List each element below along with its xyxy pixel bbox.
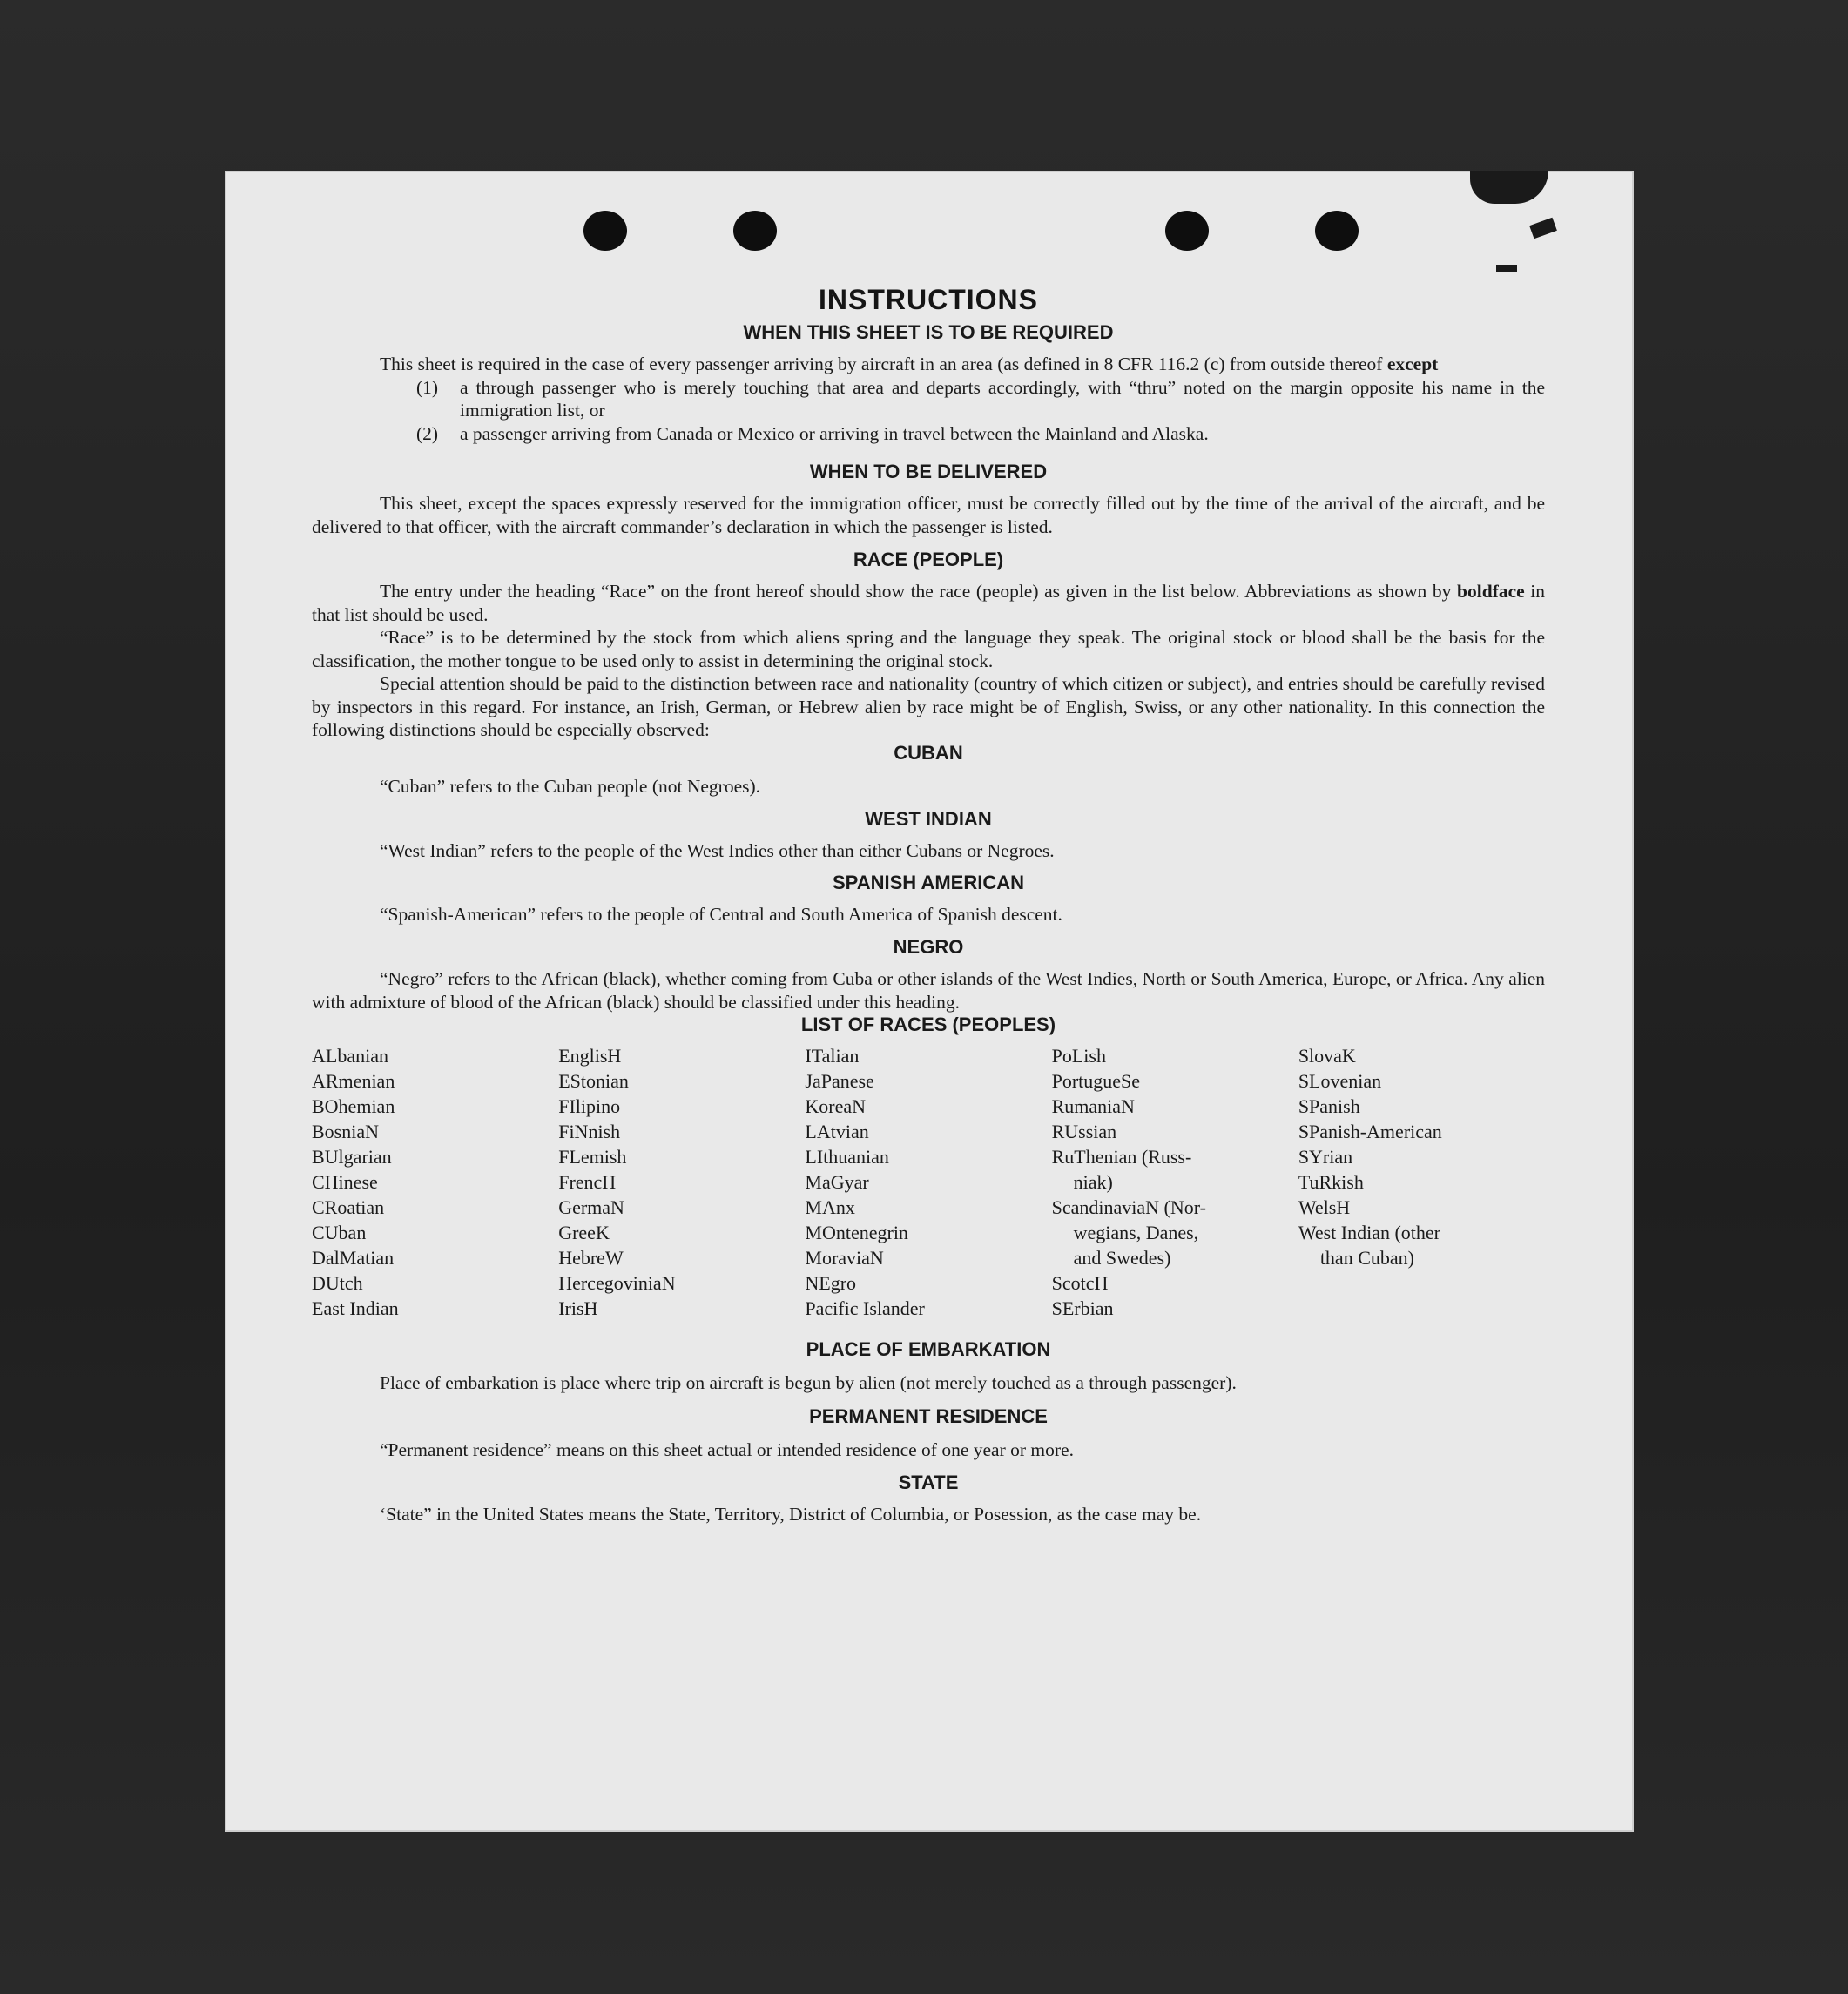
torn-corner xyxy=(1470,171,1548,204)
heading-race: RACE (PEOPLE) xyxy=(853,549,1004,570)
races-column xyxy=(1052,1043,1298,1321)
race-item: DalMatian xyxy=(312,1247,395,1269)
race-item: BOhemian xyxy=(312,1095,395,1117)
list-item: (2) a passenger arriving from Canada or Mexico or arriving in travel between the Mainland and Alaska. xyxy=(416,422,1209,444)
delivered-text: This sheet, except the spaces expressly reserved for the immigration officer, must be correctly filled out by the time of the arrival of the aircraft, and be delivered to that officer, with the aircraft commander’s declaration in which the passenger is listed. xyxy=(312,493,1545,537)
race-item: than Cuban) xyxy=(1319,1247,1414,1269)
torn-corner xyxy=(1496,265,1517,272)
page-title: INSTRUCTIONS xyxy=(819,284,1038,315)
races-table xyxy=(312,1043,1545,1321)
race-item: BosniaN xyxy=(312,1121,379,1142)
heading-state: STATE xyxy=(898,1472,959,1493)
race-item: FrencH xyxy=(558,1171,617,1193)
race-item: IrisH xyxy=(558,1297,598,1319)
race-item: RumaniaN xyxy=(1051,1095,1135,1117)
punch-hole xyxy=(1315,211,1359,251)
race-item: wegians, Danes, xyxy=(1073,1222,1199,1243)
race-item: RUssian xyxy=(1051,1121,1117,1142)
negro-text: “Negro” refers to the African (black), whether coming from Cuba or other islands of the West Indies, North or South America, Europe, or Africa. Any alien with admixture of blood of the African (black) should be classified under this heading. xyxy=(312,968,1545,1013)
races-column xyxy=(558,1043,805,1321)
race-item: SPanish-American xyxy=(1298,1121,1442,1142)
heading-negro: NEGRO xyxy=(893,936,964,958)
cuban-text: “Cuban” refers to the Cuban people (not Negroes). xyxy=(380,775,761,797)
race-item: TuRkish xyxy=(1298,1171,1364,1193)
race-item: KoreaN xyxy=(805,1095,867,1117)
race-item: FLemish xyxy=(558,1146,627,1168)
race-item: niak) xyxy=(1073,1171,1113,1193)
spanish-american-text: “Spanish-American” refers to the people of Central and South America of Spanish descent. xyxy=(380,903,1062,925)
race-item: GermaN xyxy=(558,1196,624,1218)
race-paragraph: “Race” is to be determined by the stock from which aliens spring and the language they speak. The original stock or blood shall be the basis for the classification, the mother tongue to be used only to assist in determining the original stock. xyxy=(312,627,1545,671)
race-item: WelsH xyxy=(1298,1196,1351,1218)
race-item: ARmenian xyxy=(312,1070,395,1092)
race-item: CUban xyxy=(312,1222,367,1243)
race-item: PortugueSe xyxy=(1051,1070,1141,1092)
heading-embarkation: PLACE OF EMBARKATION xyxy=(806,1338,1051,1360)
race-item: BUlgarian xyxy=(312,1146,392,1168)
race-item: SYrian xyxy=(1298,1146,1353,1168)
race-item: SPanish xyxy=(1298,1095,1360,1117)
race-item: MoraviaN xyxy=(805,1247,884,1269)
race-paragraph: Special attention should be paid to the distinction between race and nationality (country of which citizen or subject), and entries should be carefully revised by inspectors in this regard. For instance, an Irish, German, or Hebrew alien by race might be of English, Swiss, or any other nationality. In this connection the following distinctions should be especially observed: xyxy=(312,673,1545,740)
race-item: EStonian xyxy=(558,1070,629,1092)
race-item: SErbian xyxy=(1051,1297,1114,1319)
heading-west-indian: WEST INDIAN xyxy=(865,808,992,830)
race-item: LAtvian xyxy=(805,1121,869,1142)
race-item: West Indian (other xyxy=(1298,1222,1440,1243)
torn-corner xyxy=(1529,218,1557,239)
race-item: JaPanese xyxy=(805,1070,874,1092)
race-item: FiNnish xyxy=(558,1121,621,1142)
race-item: EnglisH xyxy=(558,1045,622,1067)
race-item: MaGyar xyxy=(805,1171,869,1193)
race-item: ScandinaviaN (Nor- xyxy=(1051,1196,1206,1218)
race-item: GreeK xyxy=(558,1222,610,1243)
race-paragraph: The entry under the heading “Race” on the front hereof should show the race (people) as given in the list below. Abbreviations as shown by boldface in that list should be used. xyxy=(312,581,1546,625)
heading-races-list: LIST OF RACES (PEOPLES) xyxy=(800,1014,1056,1035)
race-item: DUtch xyxy=(312,1272,363,1294)
state-text: ‘State” in the United States means the State, Territory, District of Columbia, or Posession, as the case may be. xyxy=(380,1504,1202,1525)
heading-cuban: CUBAN xyxy=(894,741,963,764)
races-column xyxy=(805,1043,1051,1321)
race-item: ALbanian xyxy=(312,1045,388,1067)
punch-hole xyxy=(583,211,627,251)
west-indian-text: “West Indian” refers to the people of the West Indies other than either Cubans or Negroes. xyxy=(380,840,1055,861)
race-item: HebreW xyxy=(558,1247,624,1269)
race-item: RuThenian (Russ- xyxy=(1051,1146,1192,1168)
heading-spanish-american: SPANISH AMERICAN xyxy=(832,871,1024,893)
race-item: MOntenegrin xyxy=(805,1222,908,1243)
race-item: East Indian xyxy=(312,1297,399,1319)
races-column xyxy=(312,1043,558,1321)
race-item: MAnx xyxy=(805,1196,855,1218)
heading-required: WHEN THIS SHEET IS TO BE REQUIRED xyxy=(743,321,1114,343)
race-item: ScotcH xyxy=(1051,1272,1109,1294)
heading-delivered: WHEN TO BE DELIVERED xyxy=(809,461,1048,482)
race-item: SlovaK xyxy=(1298,1045,1356,1067)
race-item: FIlipino xyxy=(558,1095,621,1117)
race-item: SLovenian xyxy=(1298,1070,1382,1092)
race-item: HercegoviniaN xyxy=(558,1272,676,1294)
race-item: CHinese xyxy=(312,1171,378,1193)
race-item: NEgro xyxy=(805,1272,857,1294)
instructions-content xyxy=(312,284,1545,1526)
punch-hole xyxy=(1165,211,1209,251)
instruction-sheet xyxy=(225,171,1634,1832)
race-item: LIthuanian xyxy=(805,1146,889,1168)
residence-text: “Permanent residence” means on this sheet actual or intended residence of one year or more. xyxy=(380,1438,1074,1460)
race-item: Pacific Islander xyxy=(805,1297,925,1319)
races-column xyxy=(1298,1043,1545,1321)
required-intro: This sheet is required in the case of every passenger arriving by aircraft in an area (as defined in 8 CFR 116.2 (c) from outside thereof except xyxy=(380,354,1439,374)
race-item: PoLish xyxy=(1051,1045,1106,1067)
punch-hole xyxy=(733,211,777,251)
heading-residence: PERMANENT RESIDENCE xyxy=(809,1405,1048,1427)
race-item: and Swedes) xyxy=(1073,1247,1171,1269)
embarkation-text: Place of embarkation is place where trip on aircraft is begun by alien (not merely touched as a through passenger). xyxy=(380,1372,1237,1393)
race-item: CRoatian xyxy=(312,1196,385,1218)
race-item: ITalian xyxy=(805,1045,860,1067)
list-item: (1) a through passenger who is merely touching that area and departs accordingly, with “thru” noted on the margin opposite his name in the immigration list, or xyxy=(416,376,1545,421)
